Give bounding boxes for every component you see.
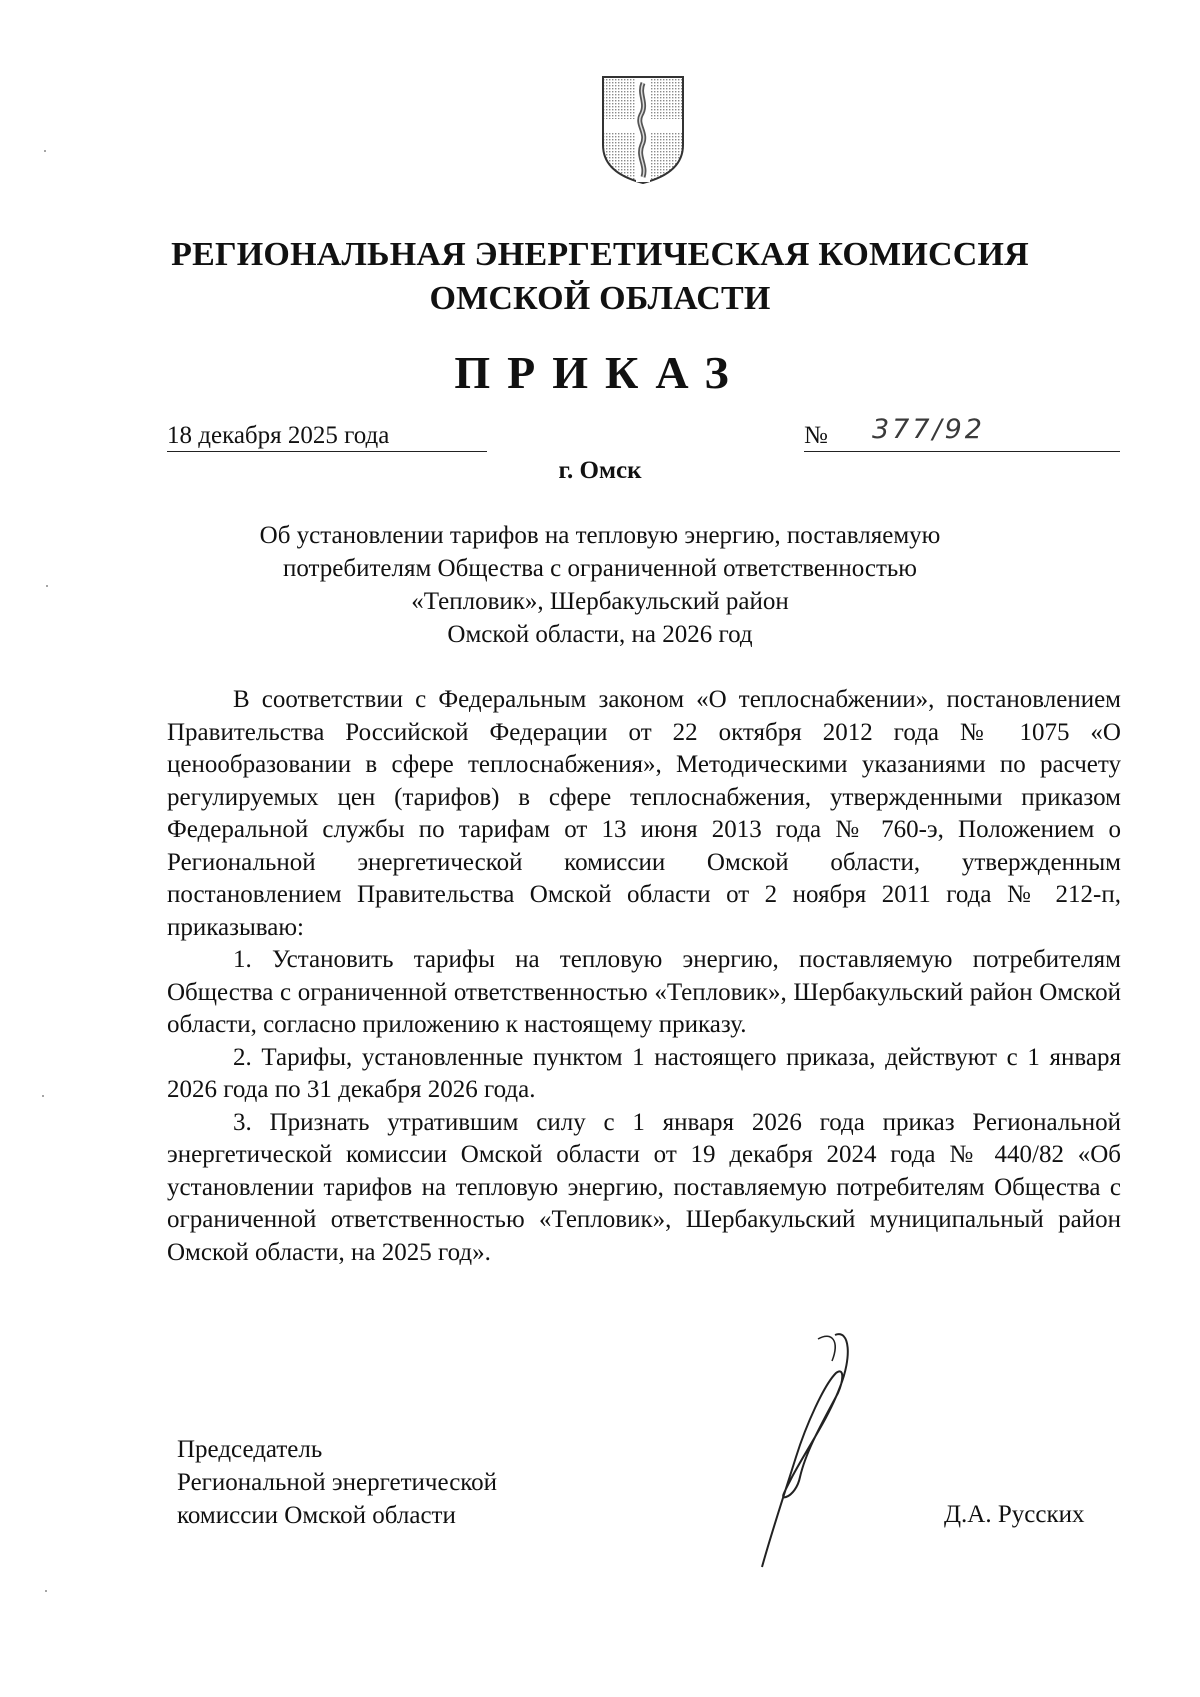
city: г. Омск [558,457,642,484]
coat-of-arms-icon [600,73,686,185]
title-line-2: потребителям Общества с ограниченной ответственностью [283,555,917,582]
number-sign: № [804,422,828,449]
item-3-paragraph: 3. Признать утратившим силу с 1 января 2026 года приказ Региональной энергетической комиссии Омской области от 19 декабря 2024 года № 440/82 «Об установлении тарифов на тепловую энергию, поставляемую потребителям Общества с ограниченной ответственностью «Тепловик», Шербакульский муниципальный район Омской области, на 2025 год». [167,1108,1121,1266]
item-2-paragraph: 2. Тарифы, установленные пунктом 1 настоящего приказа, действуют с 1 января 2026 года по 31 декабря 2026 года. [167,1043,1121,1103]
position-line-1: Председатель [177,1436,323,1463]
preamble-paragraph: В соответствии с Федеральным законом «О теплоснабжении», постановлением Правительства Российской Федерации от 22 октября 2012 года № 1075 «О ценообразовании в сфере теплоснабжения», Методическими указаниями по расчету регулируемых цен (тарифов) в сфере теплоснабжения, утвержденными приказом Федеральной службы по тарифам от 13 июня 2013 года № 760-э, Положением о Региональной энергетической комиссии Омской области, утвержденным постановлением Правительства Омской области от 2 ноября 2011 года № 212-п, приказываю: [167,686,1121,941]
document-number [804,414,1120,452]
signatory-name: Д.А. Русских [944,1501,1085,1528]
document-title [200,519,1000,651]
signatory-position [177,1433,497,1532]
position-line-2: Региональной энергетической [177,1469,498,1496]
organization-name [0,233,1200,321]
scan-speck [45,1590,47,1592]
organization-line-2: ОМСКОЙ ОБЛАСТИ [429,280,771,317]
scan-speck [44,150,46,152]
document-type: ПРИКАЗ [454,347,746,398]
item-1-paragraph: 1. Установить тарифы на тепловую энергию, поставляемую потребителям Общества с ограниченной ответственностью «Тепловик», Шербакульский район Омской области, согласно приложению к настоящему приказу. [167,946,1121,1038]
scan-speck [46,585,48,587]
handwritten-signature [740,1327,860,1572]
document-date: 18 декабря 2025 года [167,421,487,452]
title-line-4: Омской области, на 2026 год [447,621,753,648]
position-line-3: комиссии Омской области [177,1502,456,1529]
organization-line-1: РЕГИОНАЛЬНАЯ ЭНЕРГЕТИЧЕСКАЯ КОМИССИЯ [171,236,1029,273]
title-line-3: «Тепловик», Шербакульский район [411,588,789,615]
document-number-value: 377/92 [872,414,985,445]
scan-speck [42,1095,44,1097]
title-line-1: Об установлении тарифов на тепловую энергию, поставляемую [259,522,941,549]
document-body [167,684,1121,1269]
